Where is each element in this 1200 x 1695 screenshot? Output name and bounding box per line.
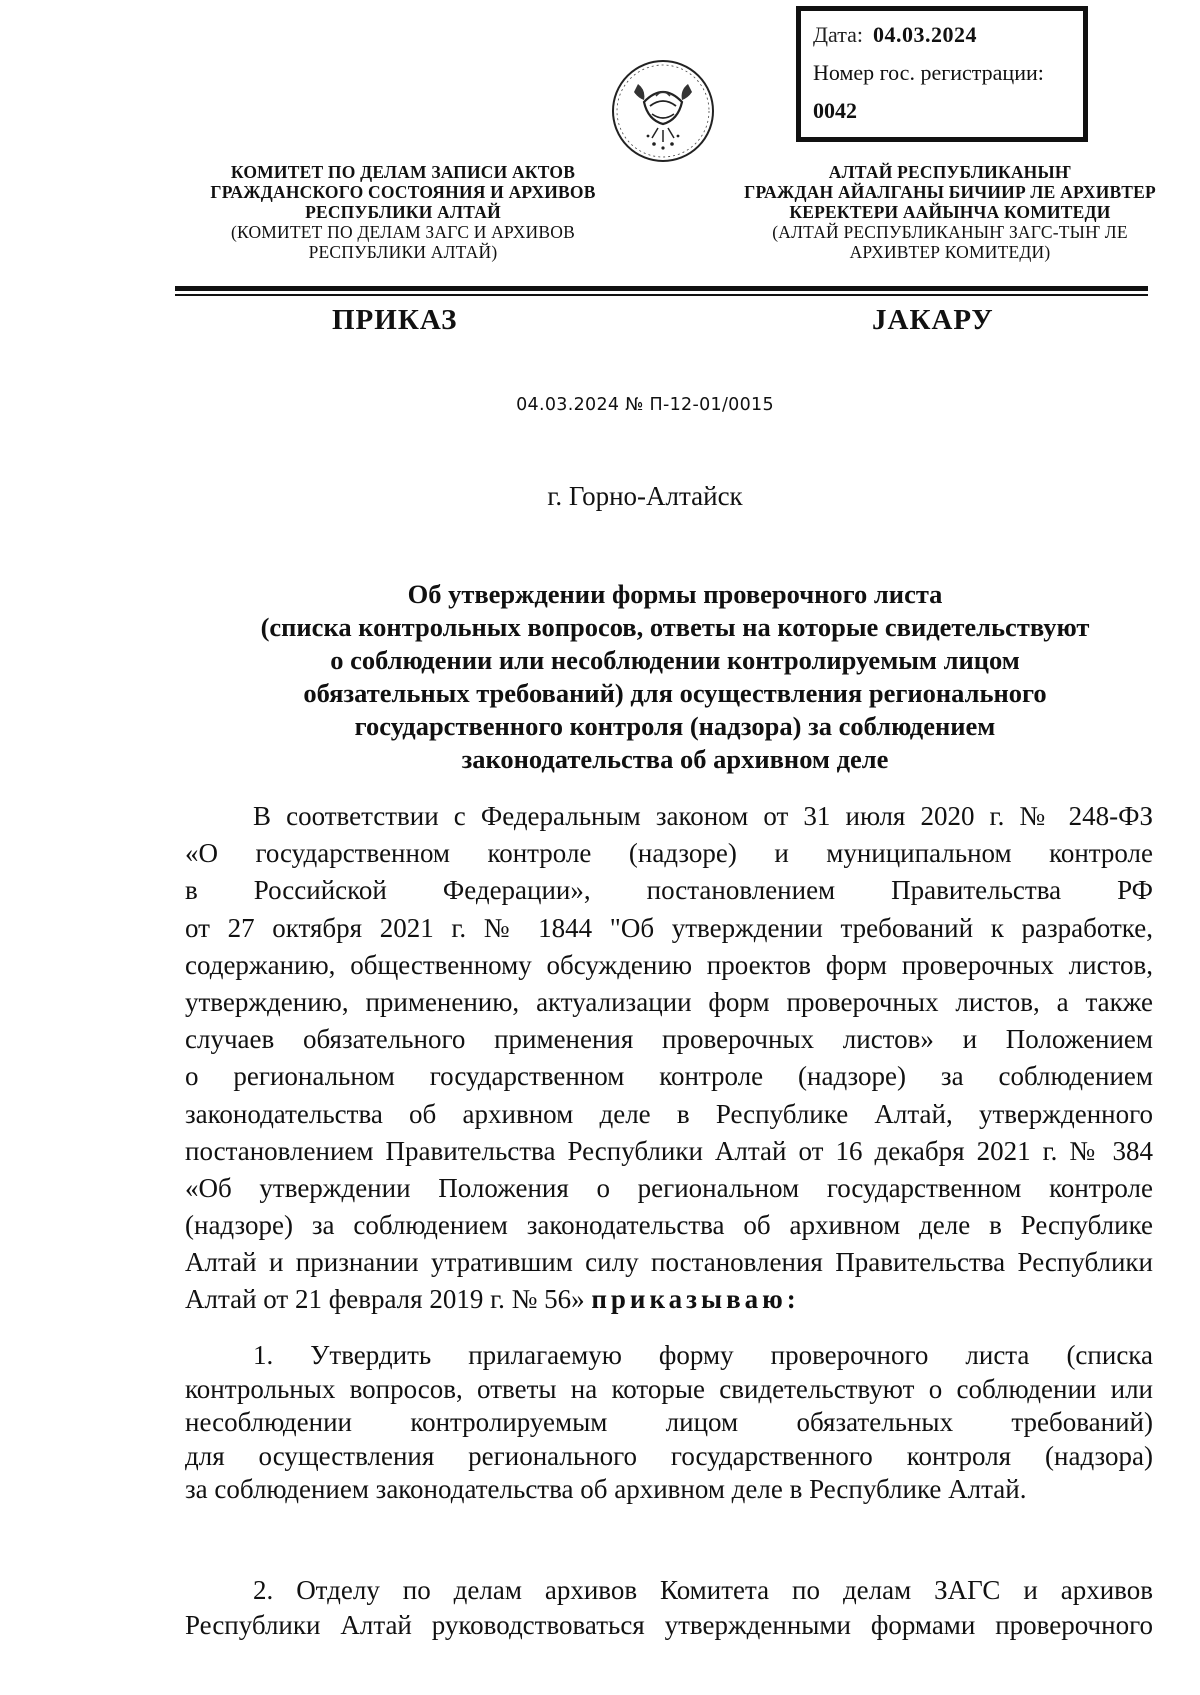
org-right-line-3: КЕРЕКТЕРИ ААЙЫНЧА КОМИТЕДИ — [789, 202, 1111, 222]
org-left-line-3: РЕСПУБЛИКИ АЛТАЙ — [305, 202, 501, 222]
item1-line: 1. Утвердить прилагаемую форму проверочного листа (списка — [253, 1340, 1153, 1370]
subject-line-5: государственного контроля (надзора) за соблюдением — [354, 711, 996, 741]
preamble-line: постановлением Правительства Республики Алтай от 16 декабря 2021 г. № 384 — [185, 1135, 1153, 1166]
coat-of-arms-emblem — [608, 56, 718, 166]
org-right-line-5: АРХИВТЕР КОМИТЕДИ) — [849, 242, 1051, 262]
subject-line-6: законодательства об архивном деле — [461, 744, 889, 774]
preamble-line: «О государственном контроле (надзоре) и муниципальном контроле — [185, 838, 1153, 869]
preamble-line: содержанию, общественному обсуждению проектов форм проверочных листов, — [185, 949, 1153, 980]
subject-line-2: (списка контрольных вопросов, ответы на которые свидетельствуют — [260, 612, 1090, 642]
header-divider-thin — [175, 294, 1148, 296]
item1-line: несоблюдении контролируемым лицом обязательных требований) — [185, 1407, 1153, 1437]
preamble-line: в Российской Федерации», постановлением Правительства РФ — [185, 875, 1153, 906]
order-date-number: 04.03.2024 № П-12-01/0015 — [516, 395, 774, 415]
registration-date-row — [813, 23, 1083, 47]
item2-line: 2. Отделу по делам архивов Комитета по делам ЗАГС и архивов — [253, 1575, 1153, 1605]
preamble-line: законодательства об архивном деле в Республике Алтай, утвержденного — [185, 1098, 1153, 1129]
subject-line-1: Об утверждении формы проверочного листа — [407, 579, 943, 609]
registration-number-value: 0042 — [813, 98, 857, 123]
preamble-line: Алтай и признании утратившим силу постановления Правительства Республики — [185, 1247, 1153, 1278]
item2-line: Республики Алтай руководствоваться утвержденными формами проверочного — [185, 1610, 1153, 1640]
registration-date-value: 04.03.2024 — [872, 22, 977, 47]
subject-line-4: обязательных требований) для осуществления регионального — [303, 678, 1047, 708]
org-header-russian — [168, 162, 638, 262]
preamble-paragraph — [185, 798, 1153, 1319]
preamble-line-text: Алтай от 21 февраля 2019 г. № 56» — [185, 1284, 585, 1315]
order-item-1 — [185, 1339, 1153, 1507]
registration-date-label: Дата: — [813, 22, 863, 47]
preamble-line: от 27 октября 2021 г. № 1844 "Об утверждении требований к разработке, — [185, 912, 1153, 943]
preamble-last-line — [185, 1281, 1153, 1318]
order-item-2 — [185, 1573, 1153, 1643]
order-subject-title — [190, 578, 1160, 776]
item1-line: для осуществления регионального государственного контроля (надзора) — [185, 1440, 1153, 1471]
org-right-line-2: ГРАЖДАН АЙАЛГАНЫ БИЧИИР ЛЕ АРХИВТЕР — [744, 182, 1156, 202]
org-left-line-5: РЕСПУБЛИКИ АЛТАЙ) — [308, 242, 498, 262]
preamble-line: В соответствии с Федеральным законом от 31 июля 2020 г. № 248-ФЗ — [253, 801, 1153, 831]
order-verb: приказываю: — [591, 1284, 800, 1315]
registration-number-label: Номер гос. регистрации: — [813, 60, 1044, 85]
city-name: г. Горно-Алтайск — [547, 481, 743, 511]
item1-line: контрольных вопросов, ответы на которые свидетельствуют о соблюдении или — [185, 1373, 1153, 1404]
header-divider-thick — [175, 286, 1148, 291]
org-left-line-4: (КОМИТЕТ ПО ДЕЛАМ ЗАГС И АРХИВОВ — [231, 222, 575, 242]
preamble-line: «Об утверждении Положения о региональном государственном контроле — [185, 1172, 1153, 1203]
registration-box — [796, 6, 1088, 142]
subject-line-3: о соблюдении или несоблюдении контролируемым лицом — [330, 645, 1020, 675]
preamble-line: (надзоре) за соблюдением законодательства об архивном деле в Республике — [185, 1210, 1153, 1241]
org-right-line-4: (АЛТАЙ РЕСПУБЛИКАНЫҤ ЗАГС-ТЫҤ ЛЕ — [772, 222, 1128, 242]
document-type-altai: JАКАРУ — [872, 304, 994, 336]
preamble-line: о региональном государственном контроле (надзоре) за соблюдением — [185, 1061, 1153, 1092]
preamble-line: случаев обязательного применения проверочных листов» и Положением — [185, 1024, 1153, 1055]
document-type-russian: ПРИКАЗ — [332, 304, 458, 336]
org-left-line-2: ГРАЖДАНСКОГО СОСТОЯНИЯ И АРХИВОВ — [210, 182, 596, 202]
org-header-altai — [725, 162, 1175, 262]
org-right-line-1: АЛТАЙ РЕСПУБЛИКАНЫҤ — [828, 162, 1072, 182]
org-left-line-1: КОМИТЕТ ПО ДЕЛАМ ЗАПИСИ АКТОВ — [230, 162, 576, 182]
preamble-line: утверждению, применению, актуализации форм проверочных листов, а также — [185, 986, 1153, 1017]
item1-line: за соблюдением законодательства об архивном деле в Республике Алтай. — [185, 1474, 1027, 1504]
